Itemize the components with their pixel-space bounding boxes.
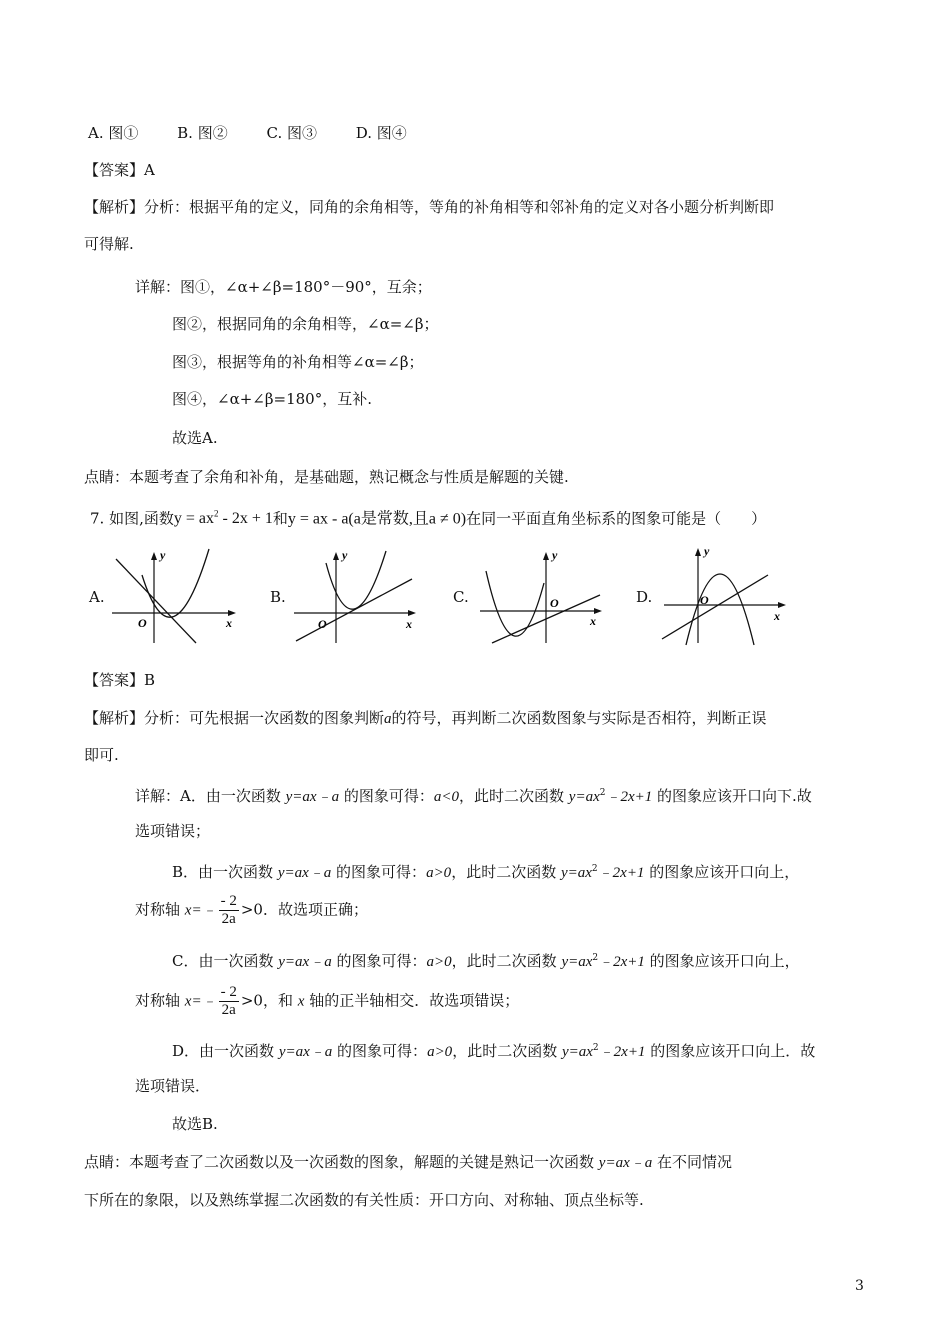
q6-choose: 故选A. bbox=[172, 429, 218, 447]
fraction: $\frac{- 2}{2a}$ bbox=[220, 984, 237, 1018]
quadratic-function: $y = ax^2 - 2x + 1$ bbox=[173, 509, 273, 528]
y-axis-label: y bbox=[160, 548, 166, 562]
y-axis-label: y bbox=[704, 544, 710, 558]
option-c-label: C. bbox=[453, 588, 469, 606]
x-axis-label: x bbox=[406, 617, 412, 631]
q7-answer: 【答案】B bbox=[84, 671, 156, 689]
q6-comment: 点睛：本题考查了余角和补角，是基础题，熟记概念与性质是解题的关键. bbox=[84, 468, 569, 486]
origin-label: O bbox=[700, 593, 709, 607]
choice-c: C. 图③ bbox=[266, 124, 317, 142]
q7-comment-cont: 下所在的象限，以及熟练掌握二次函数的有关性质：开口方向、对称轴、顶点坐标等. bbox=[84, 1191, 644, 1209]
page-number: 3 bbox=[855, 1278, 864, 1294]
line bbox=[296, 579, 412, 641]
q6-analysis-cont: 可得解. bbox=[84, 235, 134, 253]
q6-analysis: 【解析】分析：根据平角的定义，同角的余角相等，等角的补角相等和邻补角的定义对各小题分析判断即 bbox=[84, 198, 775, 216]
y-arrow bbox=[333, 552, 339, 560]
graph-d bbox=[660, 541, 795, 647]
q7-comment: 点睛：本题考查了二次函数以及一次函数的图象，解题的关键是熟记一次函数 y=ax﹣a 在不同情况 bbox=[84, 1153, 733, 1171]
q7-detail-d: D．由一次函数 y=ax﹣a 的图象可得：a>0，此时二次函数 $y=ax^2﹣2x+1$ 的图象应该开口向上．故 bbox=[172, 1042, 816, 1060]
y-arrow bbox=[695, 548, 701, 556]
q7-analysis: 【解析】分析：可先根据一次函数的图象判断a的符号，再判断二次函数图象与实际是否相符，判断正误 bbox=[84, 709, 767, 727]
q7-detail-a-cont: 选项错误； bbox=[135, 822, 211, 840]
origin-label: O bbox=[318, 617, 327, 631]
q7-detail-c: C．由一次函数 y=ax﹣a 的图象可得：a>0，此时二次函数 $y=ax^2﹣2x+1$ 的图象应该开口向上， bbox=[172, 952, 800, 970]
q6-choices bbox=[88, 123, 441, 143]
origin-label: O bbox=[138, 616, 147, 630]
line bbox=[662, 575, 768, 639]
y-arrow bbox=[543, 552, 549, 560]
q6-detail-1: 详解：图①，∠α+∠β=180°－90°，互余； bbox=[135, 278, 432, 296]
x-axis-label: x bbox=[590, 614, 596, 628]
q7-choose: 故选B. bbox=[172, 1115, 218, 1133]
x-arrow bbox=[408, 610, 416, 616]
choice-b: B. 图② bbox=[177, 124, 228, 142]
q6-detail-3: 图③，根据等角的补角相等∠α=∠β； bbox=[172, 353, 424, 371]
graph-b bbox=[290, 545, 425, 647]
choice-a: A. 图① bbox=[88, 124, 139, 142]
x-arrow bbox=[778, 602, 786, 608]
q6-detail-2: 图②，根据同角的余角相等，∠α=∠β； bbox=[172, 315, 439, 333]
graph-c bbox=[476, 545, 611, 647]
x-axis-label: x bbox=[226, 616, 232, 630]
parabola bbox=[686, 574, 754, 645]
y-axis-label: y bbox=[552, 548, 558, 562]
graph-a bbox=[108, 545, 243, 647]
q6-detail-4: 图④，∠α+∠β=180°，互补. bbox=[172, 390, 372, 408]
option-d-label: D. bbox=[636, 588, 653, 606]
q7-detail-b: B．由一次函数 y=ax﹣a 的图象可得：a>0，此时二次函数 $y=ax^2﹣2x+1$ 的图象应该开口向上， bbox=[172, 863, 800, 881]
choice-d: D. 图④ bbox=[355, 124, 407, 142]
q7-detail-d-cont: 选项错误． bbox=[135, 1077, 211, 1095]
fraction: $\frac{- 2}{2a}$ bbox=[220, 893, 237, 927]
q6-answer: 【答案】A bbox=[84, 161, 155, 179]
parabola bbox=[486, 571, 544, 636]
q7-detail-c-axis: 对称轴 x=﹣ $\frac{- 2}{2a}$ >0，和 x 轴的正半轴相交．故选项错误； bbox=[135, 984, 520, 1018]
option-b-label: B. bbox=[270, 588, 286, 606]
option-a-label: A. bbox=[89, 588, 105, 606]
q7-analysis-cont: 即可. bbox=[84, 746, 119, 764]
y-axis-label: y bbox=[342, 548, 348, 562]
q7-stem: 7. 如图,函数$y = ax^2 - 2x + 1$和y = ax - a(a是常数,且a ≠ 0)在同一平面直角坐标系的图象可能是（ ） bbox=[90, 509, 767, 528]
y-arrow bbox=[151, 552, 157, 560]
q7-detail-b-axis: 对称轴 x=﹣ $\frac{- 2}{2a}$ >0．故选项正确； bbox=[135, 893, 368, 927]
origin-label: O bbox=[550, 596, 559, 610]
x-axis-label: x bbox=[774, 609, 780, 623]
linear-function: y = ax - a(a是常数,且a ≠ 0) bbox=[287, 510, 467, 528]
line bbox=[116, 559, 196, 643]
q7-detail-a: 详解：A．由一次函数 y=ax﹣a 的图象可得：a<0，此时二次函数 $y=ax^2﹣2x+1$ 的图象应该开口向下.故 bbox=[135, 787, 812, 805]
